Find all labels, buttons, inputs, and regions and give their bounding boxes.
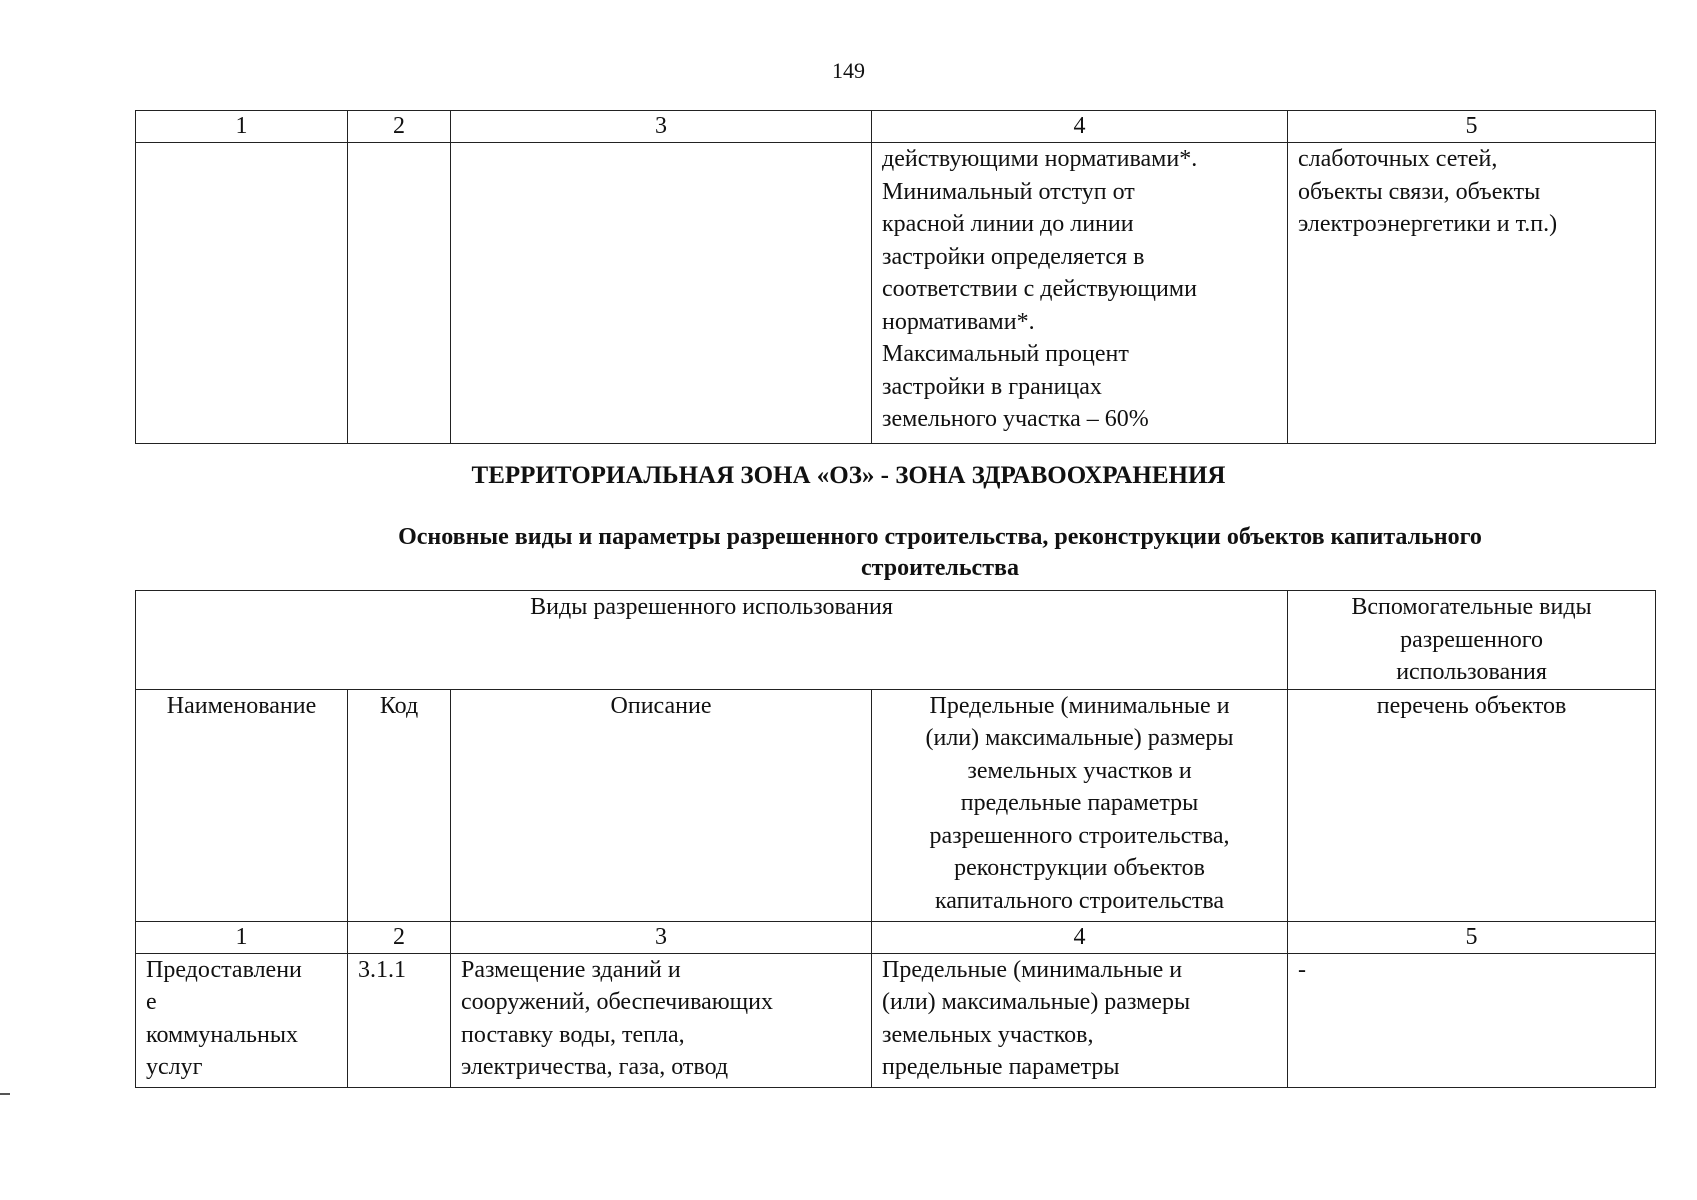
text-line: предельные параметры: [960, 790, 1199, 816]
table-row: [136, 953, 1656, 1087]
text-line: (или) максимальные) размеры: [882, 989, 1191, 1015]
cell-limits: [872, 143, 1288, 444]
header-name: Наименование: [136, 689, 348, 921]
text-line: е: [146, 989, 157, 1015]
header-description: Описание: [451, 689, 872, 921]
text-line: Максимальный процент: [882, 341, 1129, 367]
column-number: 4: [872, 921, 1288, 953]
text-line: Минимальный отступ от: [882, 178, 1135, 205]
column-number: 4: [872, 111, 1288, 143]
cell-description: [451, 953, 872, 1087]
text-line: земельных участков,: [882, 1021, 1094, 1048]
cell-code: 3.1.1: [348, 953, 451, 1087]
zone-title: ТЕРРИТОРИАЛЬНАЯ ЗОНА «ОЗ» - ЗОНА ЗДРАВООХРАНЕНИЯ: [471, 462, 1226, 489]
section-title: [290, 522, 1590, 584]
text-line: услуг: [146, 1054, 203, 1080]
column-number: 3: [451, 921, 872, 953]
group-header-main: Виды разрешенного использования: [136, 591, 1288, 690]
text-line: красной линии до линии: [882, 211, 1134, 237]
continuation-table: [135, 110, 1656, 444]
section-title-line: Основные виды и параметры разрешенного строительства, реконструкции объектов капитального: [398, 524, 1482, 550]
column-number: 5: [1288, 921, 1656, 953]
column-number-row: [136, 921, 1656, 953]
group-header-aux: [1288, 591, 1656, 690]
text-line: Размещение зданий и: [461, 956, 681, 983]
column-number: 2: [348, 111, 451, 143]
text-line: капитального строительства: [934, 887, 1225, 914]
column-number: 1: [136, 111, 348, 143]
text-line: разрешенного строительства,: [929, 822, 1230, 849]
text-line: объекты связи, объекты: [1298, 178, 1541, 205]
text-line: предельные параметры: [882, 1054, 1120, 1080]
text-line: застройки в границах: [882, 373, 1102, 400]
text-line: Предельные (минимальные и: [929, 692, 1230, 719]
text-line: поставку воды, тепла,: [461, 1021, 685, 1048]
text-line: использования: [1396, 659, 1547, 685]
text-line: коммунальных: [146, 1021, 298, 1048]
section-title-line: строительства: [861, 555, 1019, 581]
text-line: застройки определяется в: [882, 243, 1145, 270]
group-header-row: [136, 591, 1656, 690]
main-table: [135, 590, 1656, 1088]
header-row: [136, 689, 1656, 921]
text-line: земельных участков и: [967, 757, 1192, 784]
cell-name: [136, 953, 348, 1087]
table-row: [136, 143, 1656, 444]
text-line: Вспомогательные виды: [1351, 594, 1592, 620]
page-number: 149: [832, 58, 865, 83]
column-number: 2: [348, 921, 451, 953]
text-line: Предельные (минимальные и: [882, 956, 1183, 983]
text-line: электричества, газа, отвод: [461, 1054, 729, 1080]
text-line: реконструкции объектов: [954, 855, 1205, 881]
header-limits: [872, 689, 1288, 921]
cell-limits: [872, 953, 1288, 1087]
header-objects: перечень объектов: [1288, 689, 1656, 921]
column-number: 1: [136, 921, 348, 953]
text-line: разрешенного: [1400, 626, 1543, 653]
text-line: соответствии с действующими: [882, 276, 1197, 302]
column-number: 3: [451, 111, 872, 143]
cell-description: [451, 143, 872, 444]
text-line: электроэнергетики и т.п.): [1298, 211, 1558, 237]
cell-objects: -: [1288, 953, 1656, 1087]
text-line: земельного участка – 60%: [882, 406, 1149, 432]
text-line: Предоставлени: [146, 956, 302, 983]
text-line: действующими нормативами*.: [882, 146, 1198, 172]
scan-edge-mark: [0, 1093, 10, 1095]
column-number: 5: [1288, 111, 1656, 143]
column-number-row: [136, 111, 1656, 143]
cell-objects: [1288, 143, 1656, 444]
cell-name: [136, 143, 348, 444]
text-line: нормативами*.: [882, 308, 1035, 335]
cell-code: [348, 143, 451, 444]
text-line: сооружений, обеспечивающих: [461, 989, 773, 1015]
text-line: слаботочных сетей,: [1298, 146, 1498, 172]
text-line: (или) максимальные) размеры: [925, 725, 1234, 751]
header-code: Код: [348, 689, 451, 921]
